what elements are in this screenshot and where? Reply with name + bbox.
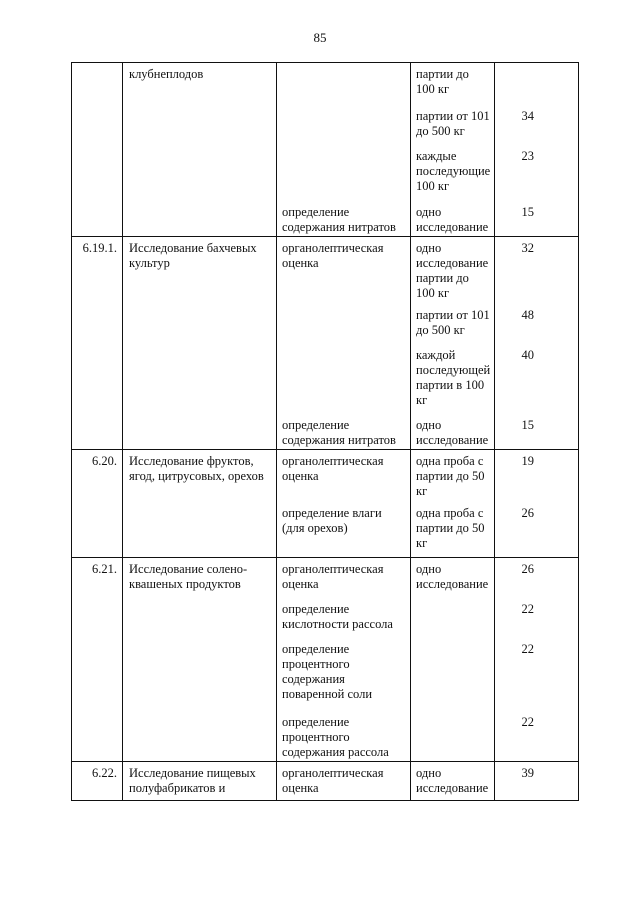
unit-cell: партии от 101 до 500 кг	[416, 308, 490, 337]
price-cell: 19	[521, 454, 534, 468]
price-cell: 32	[521, 241, 534, 255]
unit-cell: одно исследование	[416, 205, 489, 234]
method-cell: органолептическая оценка	[282, 241, 384, 270]
price-cell: 15	[521, 418, 534, 432]
method-cell-column	[277, 237, 411, 450]
price-cell: 40	[521, 348, 534, 362]
unit-cell: партии от 101 до 500 кг	[416, 109, 490, 138]
method-cell	[277, 344, 410, 414]
price-cell: 48	[521, 308, 534, 322]
row-code: 6.20.	[72, 450, 123, 558]
row-name: Исследование фруктов, ягод, цитрусовых, орехов	[123, 450, 277, 558]
unit-cell-column	[411, 237, 495, 450]
row-code: 6.19.1.	[72, 237, 123, 450]
price-cell: 26	[521, 562, 534, 576]
method-cell	[277, 105, 410, 145]
price-cell	[495, 63, 578, 105]
method-cell: органолептическая оценка	[282, 766, 384, 795]
price-cell: 15	[521, 205, 534, 219]
method-cell-column	[277, 558, 411, 762]
row-code: 6.21.	[72, 558, 123, 762]
unit-cell: одно исследование	[416, 766, 489, 795]
method-cell: определение процентного содержания рассола	[282, 715, 389, 759]
row-name: клубнеплодов	[123, 63, 277, 237]
price-cell: 39	[521, 766, 534, 780]
price-cell-column	[495, 558, 579, 762]
method-cell-column	[277, 63, 411, 237]
row-name: Исследование пищевых полуфабрикатов и	[123, 762, 277, 801]
table-row	[72, 237, 579, 450]
price-cell-column	[495, 63, 579, 237]
method-cell: определение кислотности рассола	[282, 602, 393, 631]
method-cell: органолептическая оценка	[282, 562, 384, 591]
page-number: 85	[313, 30, 327, 45]
unit-cell: одна проба с партии до 50 кг	[416, 454, 485, 498]
unit-cell	[411, 598, 494, 638]
row-name: Исследование бахчевых культур	[123, 237, 277, 450]
price-cell-column	[495, 450, 579, 558]
table-row	[72, 762, 579, 801]
method-cell	[277, 145, 410, 201]
method-cell: определение содержания нитратов	[282, 418, 396, 447]
unit-cell: каждой последующей партии в 100 кг	[416, 348, 491, 407]
price-cell: 22	[521, 715, 534, 729]
unit-cell-column	[411, 450, 495, 558]
unit-cell	[411, 638, 494, 711]
price-cell-column	[495, 762, 579, 801]
unit-cell: каждые последующие 100 кг	[416, 149, 491, 193]
price-cell: 34	[521, 109, 534, 123]
table-row	[72, 558, 579, 762]
row-name: Исследование солено-квашеных продуктов	[123, 558, 277, 762]
unit-cell-column	[411, 762, 495, 801]
unit-cell: одна проба с партии до 50 кг	[416, 506, 485, 550]
price-cell: 22	[521, 602, 534, 616]
method-cell-column	[277, 762, 411, 801]
price-cell-column	[495, 237, 579, 450]
method-cell	[277, 63, 410, 105]
unit-cell: одно исследование	[416, 418, 489, 447]
method-cell: определение процентного содержания поваренной соли	[282, 642, 373, 701]
unit-cell-column	[411, 63, 495, 237]
price-cell: 26	[521, 506, 534, 520]
row-code	[72, 63, 123, 237]
method-cell: определение содержания нитратов	[282, 205, 396, 234]
price-cell: 23	[521, 149, 534, 163]
price-cell: 22	[521, 642, 534, 656]
method-cell: определение влаги (для орехов)	[282, 506, 382, 535]
table-row	[72, 450, 579, 558]
unit-cell: одно исследование партии до 100 кг	[416, 241, 489, 300]
table-row	[72, 63, 579, 237]
unit-cell: партии до 100 кг	[416, 67, 469, 96]
method-cell: органолептическая оценка	[282, 454, 384, 483]
unit-cell: одно исследование	[416, 562, 489, 591]
tariff-table	[71, 62, 579, 801]
method-cell-column	[277, 450, 411, 558]
unit-cell	[411, 711, 494, 761]
unit-cell-column	[411, 558, 495, 762]
method-cell	[277, 304, 410, 344]
row-code: 6.22.	[72, 762, 123, 801]
